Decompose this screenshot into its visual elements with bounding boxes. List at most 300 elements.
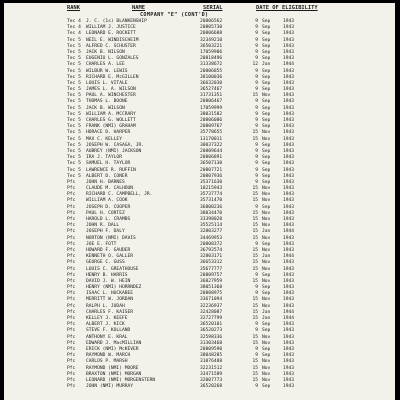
rank-cell: Tec 5 <box>67 173 81 179</box>
rank-cell: Tec 5 <box>67 43 81 49</box>
rank-cell: Pfc <box>67 254 76 260</box>
month-cell: Sep <box>262 322 271 328</box>
date-header: DATE OF ELIGIBILITY <box>256 5 318 11</box>
day-cell: 15 <box>252 266 258 272</box>
name-cell: NEIL E. WINDISCHEIM <box>86 37 139 43</box>
name-cell: THOMAS L. BOONE <box>86 99 128 105</box>
rank-cell: Pfc <box>67 371 76 377</box>
day-cell: 15 <box>252 192 258 198</box>
name-cell: RAYMOND W. MARCH <box>86 353 131 359</box>
month-cell: Nov <box>262 278 271 284</box>
day-cell: 9 <box>255 173 258 179</box>
month-cell: Nov <box>262 247 271 253</box>
day-cell: 9 <box>255 179 258 185</box>
month-cell: Nov <box>262 266 271 272</box>
name-cell: RICHARD C. CAMPBELL, JR. <box>86 192 153 198</box>
year-cell: 1943 <box>283 179 295 185</box>
day-cell: 15 <box>252 309 258 315</box>
month-cell: Nov <box>262 365 271 371</box>
year-cell: 1943 <box>283 217 295 222</box>
name-cell: JACK B. WILSON <box>86 105 125 111</box>
name-cell: LOUIS C. GREATHOUSE <box>86 266 139 272</box>
rank-cell: Pfc <box>67 377 76 383</box>
serial-cell: 35525114 <box>200 223 223 229</box>
serial-cell: 20818496 <box>200 56 223 62</box>
day-cell: 9 <box>255 74 258 80</box>
month-cell: Sep <box>262 87 271 93</box>
serial-cell: 38037322 <box>200 142 223 148</box>
month-cell: Sep <box>262 31 271 37</box>
day-cell: 9 <box>255 241 258 247</box>
rank-cell: Pfc <box>67 334 76 340</box>
month-cell: Sep <box>262 19 271 24</box>
name-cell: CLAUDE M. CALHOUN <box>86 186 134 192</box>
year-cell: 1943 <box>283 365 295 371</box>
serial-cell: 31076488 <box>200 359 223 365</box>
day-cell: 9 <box>255 353 258 359</box>
serial-cell: 20806855 <box>200 68 223 74</box>
name-cell: LAWRENCE R. RUFFIN <box>86 167 136 173</box>
name-cell: JOSEPH D. COOPER <box>86 204 131 210</box>
serial-cell: 36520101 <box>200 322 223 328</box>
rank-cell: Pfc <box>67 235 76 241</box>
serial-cell: 32007773 <box>200 377 223 383</box>
year-cell: 1943 <box>283 173 295 179</box>
day-cell: 9 <box>255 148 258 154</box>
name-cell: LEONARD E. ROCKETT <box>86 31 136 37</box>
day-cell: 9 <box>255 56 258 62</box>
name-cell: MAX C. KELLEY <box>86 136 122 142</box>
rank-cell: Pfc <box>67 285 76 291</box>
serial-cell: 33671094 <box>200 297 223 303</box>
serial-cell: 32598336 <box>200 334 223 340</box>
year-cell: 1943 <box>283 74 295 80</box>
year-cell: 1944 <box>283 316 295 321</box>
name-cell: PAUL A. WINCHESTER <box>86 93 136 99</box>
year-cell: 1943 <box>283 198 295 204</box>
year-cell: 1943 <box>283 136 295 142</box>
name-cell: JOHN H. BARNES <box>86 179 125 185</box>
serial-cell: 38051368 <box>200 285 223 291</box>
day-cell: 15 <box>252 371 258 377</box>
serial-cell: 35731470 <box>200 198 223 204</box>
name-cell: CARLOS P. MARSH <box>86 359 128 365</box>
rank-cell: Tec 5 <box>67 56 81 62</box>
serial-cell: 35677777 <box>200 266 223 272</box>
serial-cell: 33471589 <box>200 371 223 377</box>
serial-cell: 38048285 <box>200 353 223 359</box>
name-cell: CHARLES G. WOLLETT <box>86 118 136 123</box>
serial-header: SERIAL <box>203 5 223 11</box>
rank-cell: Tec 5 <box>67 161 81 167</box>
month-cell: Jan <box>262 254 271 260</box>
year-cell: 1943 <box>283 43 295 49</box>
serial-cell: 36632030 <box>200 80 223 86</box>
year-cell: 1943 <box>283 223 295 229</box>
day-cell: 9 <box>255 384 258 390</box>
day-cell: 9 <box>255 37 258 43</box>
year-cell: 1943 <box>283 377 295 383</box>
day-cell: 9 <box>255 99 258 105</box>
month-cell: Jan <box>262 316 271 321</box>
name-cell: JACK B. NILSON <box>86 49 125 55</box>
year-cell: 1943 <box>283 235 295 241</box>
rank-cell: Pfc <box>67 260 76 266</box>
day-cell: 15 <box>252 217 258 222</box>
day-cell: 9 <box>255 124 258 130</box>
month-cell: Jan <box>262 309 271 315</box>
month-cell: Nov <box>262 297 271 303</box>
month-cell: Sep <box>262 142 271 148</box>
year-cell: 1943 <box>283 142 295 148</box>
serial-cell: 20808372 <box>200 241 223 247</box>
year-cell: 1943 <box>283 37 295 43</box>
month-cell: Nov <box>262 303 271 309</box>
rank-cell: Pfc <box>67 340 76 346</box>
name-cell: JOHN R. DALL <box>86 223 120 229</box>
day-cell: 15 <box>252 223 258 229</box>
month-cell: Nov <box>262 359 271 365</box>
month-cell: Nov <box>262 334 271 340</box>
day-cell: 15 <box>252 130 258 136</box>
name-cell: EDWARD J. MacMILLIAN <box>86 340 142 346</box>
day-cell: 15 <box>252 334 258 340</box>
rank-cell: Tec 5 <box>67 87 81 93</box>
name-cell: RALPH L. JUDAH <box>86 303 125 309</box>
serial-cell: 36507130 <box>200 161 223 167</box>
day-cell: 15 <box>252 235 258 241</box>
year-cell: 1943 <box>283 371 295 377</box>
name-cell: KENNETH O. GALLER <box>86 254 134 260</box>
serial-cell: 18215943 <box>200 186 223 192</box>
year-cell: 1944 <box>283 229 295 235</box>
month-cell: Sep <box>262 384 271 390</box>
day-cell: 15 <box>252 297 258 303</box>
serial-cell: 33398028 <box>200 217 223 222</box>
name-cell: WILLIAM J. JUSTICE <box>86 25 136 31</box>
name-cell: GEORGE C. GUSS <box>86 260 125 266</box>
rank-cell: Pfc <box>67 359 76 365</box>
month-cell: Nov <box>262 136 271 142</box>
year-cell: 1943 <box>283 353 295 359</box>
rank-cell: Tec 5 <box>67 99 81 105</box>
name-cell: LOUIS L. VITALE <box>86 80 128 86</box>
year-cell: 1943 <box>283 247 295 253</box>
serial-cell: 36527467 <box>200 87 223 93</box>
day-cell: 9 <box>255 25 258 31</box>
month-cell: Nov <box>262 198 271 204</box>
month-cell: Nov <box>262 340 271 346</box>
month-cell: Jan <box>262 229 271 235</box>
serial-cell: 32727799 <box>200 316 223 321</box>
day-cell: 9 <box>255 31 258 37</box>
name-cell: BRAXTON (NMI) MORGAN <box>86 371 142 377</box>
company-subtitle: COMPANY "E" (CONT'D) <box>140 12 209 18</box>
day-cell: 9 <box>255 142 258 148</box>
serial-cell: 20807721 <box>200 167 223 173</box>
day-cell: 9 <box>255 285 258 291</box>
rank-cell: Tec 5 <box>67 118 81 123</box>
day-cell: 9 <box>255 19 258 24</box>
day-cell: 15 <box>252 93 258 99</box>
name-cell: HORACE D. HARPER <box>86 130 131 136</box>
year-cell: 1943 <box>283 80 295 86</box>
name-cell: J. C. (1s) BLANKENSHIP <box>86 19 147 24</box>
day-cell: 12 <box>252 62 258 68</box>
day-cell: 9 <box>255 167 258 173</box>
serial-cell: 20809767 <box>200 124 223 130</box>
month-cell: Sep <box>262 241 271 247</box>
month-cell: Jan <box>262 62 271 68</box>
day-cell: 15 <box>252 377 258 383</box>
month-cell: Sep <box>262 173 271 179</box>
name-cell: ISAAC L. HUCKABEE <box>86 291 134 297</box>
rank-cell: Pfc <box>67 303 76 309</box>
year-cell: 1943 <box>283 56 295 62</box>
name-cell: JOE E. FOTT <box>86 241 117 247</box>
year-cell: 1943 <box>283 340 295 346</box>
year-cell: 1943 <box>283 161 295 167</box>
serial-cell: 38034470 <box>200 210 223 216</box>
day-cell: 15 <box>252 229 258 235</box>
day-cell: 15 <box>252 340 258 346</box>
rank-cell: Pfc <box>67 204 76 210</box>
serial-cell: 38031582 <box>200 111 223 117</box>
name-cell: WILLIAM A. MCCRARY <box>86 111 136 117</box>
year-cell: 1943 <box>283 118 295 123</box>
year-cell: 1943 <box>283 93 295 99</box>
month-cell: Nov <box>262 377 271 383</box>
rank-cell: Pfc <box>67 186 76 192</box>
year-cell: 1943 <box>283 167 295 173</box>
day-cell: 9 <box>255 291 258 297</box>
month-cell: Sep <box>262 56 271 62</box>
year-cell: 1943 <box>283 87 295 93</box>
rank-cell: Pfc <box>67 241 76 247</box>
serial-cell: 20806086 <box>200 118 223 123</box>
month-cell: Sep <box>262 346 271 352</box>
year-cell: 1943 <box>283 328 295 334</box>
year-cell: 1943 <box>283 285 295 291</box>
year-cell: 1943 <box>283 266 295 272</box>
year-cell: 1943 <box>283 297 295 303</box>
serial-cell: 20806891 <box>200 155 223 161</box>
name-cell: WILBUR W. LEWIS <box>86 68 128 74</box>
year-cell: 1943 <box>283 148 295 154</box>
year-cell: 1943 <box>283 210 295 216</box>
month-cell: Sep <box>262 155 271 161</box>
rank-cell: Pfc <box>67 309 76 315</box>
roster-list <box>0 19 400 390</box>
serial-cell: 20807936 <box>200 173 223 179</box>
serial-cell: 31303468 <box>200 340 223 346</box>
day-cell: 15 <box>252 316 258 321</box>
rank-cell: Pfc <box>67 192 76 198</box>
name-cell: JAMES L. A. WILSON <box>86 87 136 93</box>
month-cell: Nov <box>262 371 271 377</box>
day-cell: 9 <box>255 111 258 117</box>
name-header: NAME <box>132 5 145 11</box>
rank-cell: Pfc <box>67 266 76 272</box>
rank-cell: Tec 5 <box>67 37 81 43</box>
month-cell: Sep <box>262 179 271 185</box>
name-cell: SAMUEL H. TAYLOR <box>86 161 131 167</box>
serial-cell: 36792574 <box>200 247 223 253</box>
name-cell: RICHARD E. McGILLEN <box>86 74 139 80</box>
day-cell: 9 <box>255 80 258 86</box>
month-cell: Sep <box>262 37 271 43</box>
name-cell: ALBERT J. KICK <box>86 322 125 328</box>
year-cell: 1943 <box>283 186 295 192</box>
name-cell: IRA J. TAYLOR <box>86 155 122 161</box>
month-cell: Sep <box>262 272 271 278</box>
rank-cell: Pfc <box>67 353 76 359</box>
year-cell: 1943 <box>283 49 295 55</box>
month-cell: Sep <box>262 291 271 297</box>
month-cell: Sep <box>262 161 271 167</box>
rank-cell: Pfc <box>67 223 76 229</box>
rank-cell: Pfc <box>67 217 76 222</box>
rank-cell: Tec 5 <box>67 105 81 111</box>
serial-cell: 34469953 <box>200 235 223 241</box>
serial-cell: 38100036 <box>200 74 223 80</box>
rank-cell: Pfc <box>67 384 76 390</box>
year-cell: 1944 <box>283 254 295 260</box>
scan-edge-top <box>0 0 400 3</box>
month-cell: Nov <box>262 210 271 216</box>
month-cell: Sep <box>262 111 271 117</box>
day-cell: 15 <box>252 303 258 309</box>
day-cell: 15 <box>252 260 258 266</box>
month-cell: Sep <box>262 124 271 130</box>
month-cell: Sep <box>262 80 271 86</box>
year-cell: 1943 <box>283 19 295 24</box>
name-cell: LEONARD (NMI) MORGENSTERN <box>86 377 156 383</box>
name-cell: PAUL H. CORTEZ <box>86 210 125 216</box>
name-cell: AUBREY (NMI) JACKSON <box>86 148 142 154</box>
month-cell: Sep <box>262 148 271 154</box>
serial-cell: 20806688 <box>200 31 223 37</box>
name-cell: WILLIAM A. COOK <box>86 198 128 204</box>
month-cell: Sep <box>262 99 271 105</box>
year-cell: 1943 <box>283 322 295 328</box>
serial-cell: 20808975 <box>200 291 223 297</box>
name-cell: FRANK (NMI) GRAHAM <box>86 124 136 130</box>
month-cell: Sep <box>262 118 271 123</box>
serial-cell: 36800236 <box>200 204 223 210</box>
month-cell: Sep <box>262 353 271 359</box>
serial-cell: 32428087 <box>200 309 223 315</box>
serial-cell: 32803171 <box>200 254 223 260</box>
serial-cell: 32236937 <box>200 303 223 309</box>
month-cell: Nov <box>262 217 271 222</box>
day-cell: 15 <box>252 365 258 371</box>
rank-cell: Pfc <box>67 210 76 216</box>
year-cell: 1943 <box>283 334 295 340</box>
serial-cell: 35371630 <box>200 179 223 185</box>
year-cell: 1943 <box>283 130 295 136</box>
year-cell: 1943 <box>283 192 295 198</box>
serial-cell: 35737774 <box>200 192 223 198</box>
day-cell: 9 <box>255 322 258 328</box>
rank-cell: Tec 5 <box>67 155 81 161</box>
name-cell: HENRY (NMI) HORRNDEZ <box>86 285 142 291</box>
name-cell: STEVE F. KOLLAND <box>86 328 131 334</box>
month-cell: Sep <box>262 328 271 334</box>
serial-cell: 32803277 <box>200 229 223 235</box>
day-cell: 9 <box>255 204 258 210</box>
rank-cell: Tec 5 <box>67 49 81 55</box>
rank-cell: Tec 5 <box>67 130 81 136</box>
serial-cell: 36520273 <box>200 328 223 334</box>
name-cell: HAROLD L. CRAMBS <box>86 217 131 222</box>
day-cell: 9 <box>255 68 258 74</box>
day-cell: 9 <box>255 161 258 167</box>
rank-cell: Tec 5 <box>67 111 81 117</box>
year-cell: 1943 <box>283 105 295 111</box>
rank-cell: Tec 5 <box>67 142 81 148</box>
year-cell: 1943 <box>283 291 295 297</box>
serial-cell: 36520268 <box>200 384 223 390</box>
name-cell: HOWARD F. GAUDER <box>86 247 131 253</box>
rank-cell: Tec 4 <box>67 19 81 24</box>
rank-cell: Tec 5 <box>67 80 81 86</box>
rank-cell: Pfc <box>67 291 76 297</box>
year-cell: 1943 <box>283 124 295 130</box>
year-cell: 1943 <box>283 155 295 161</box>
day-cell: 9 <box>255 87 258 93</box>
rank-cell: Pfc <box>67 297 76 303</box>
rank-cell: Tec 4 <box>67 31 81 37</box>
year-cell: 1943 <box>283 359 295 365</box>
month-cell: Sep <box>262 43 271 49</box>
year-cell: 1943 <box>283 204 295 210</box>
month-cell: Nov <box>262 93 271 99</box>
name-cell: ALBERT D. CONER <box>86 173 128 179</box>
year-cell: 1943 <box>283 346 295 352</box>
name-cell: ERICK (NMI) McKEVER <box>86 346 139 352</box>
serial-cell: 31338672 <box>200 62 223 68</box>
serial-cell: 32231512 <box>200 365 223 371</box>
rank-cell: Pfc <box>67 272 76 278</box>
day-cell: 9 <box>255 155 258 161</box>
year-cell: 1943 <box>283 31 295 37</box>
rank-cell: Tec 5 <box>67 62 81 68</box>
day-cell: 15 <box>252 359 258 365</box>
rank-cell: Tec 5 <box>67 93 81 99</box>
serial-cell: 20809590 <box>200 346 223 352</box>
day-cell: 9 <box>255 43 258 49</box>
rank-header: RANK <box>67 5 80 11</box>
month-cell: Sep <box>262 74 271 80</box>
month-cell: Sep <box>262 105 271 111</box>
name-cell: CHARLES F. KAISER <box>86 309 134 315</box>
day-cell: 15 <box>252 278 258 284</box>
rank-cell: Tec 5 <box>67 167 81 173</box>
rank-cell: Pfc <box>67 179 76 185</box>
year-cell: 1944 <box>283 62 295 68</box>
rank-cell: Tec 5 <box>67 74 81 80</box>
day-cell: 15 <box>252 186 258 192</box>
day-cell: 9 <box>255 272 258 278</box>
rank-cell: Pfc <box>67 198 76 204</box>
name-cell: JOSEPH W. CASAGA, JR. <box>86 142 145 148</box>
month-cell: Sep <box>262 49 271 55</box>
rank-cell: Tec 5 <box>67 68 81 74</box>
serial-cell: 20806562 <box>200 19 223 24</box>
year-cell: 1943 <box>283 241 295 247</box>
serial-cell: 17059999 <box>200 105 223 111</box>
